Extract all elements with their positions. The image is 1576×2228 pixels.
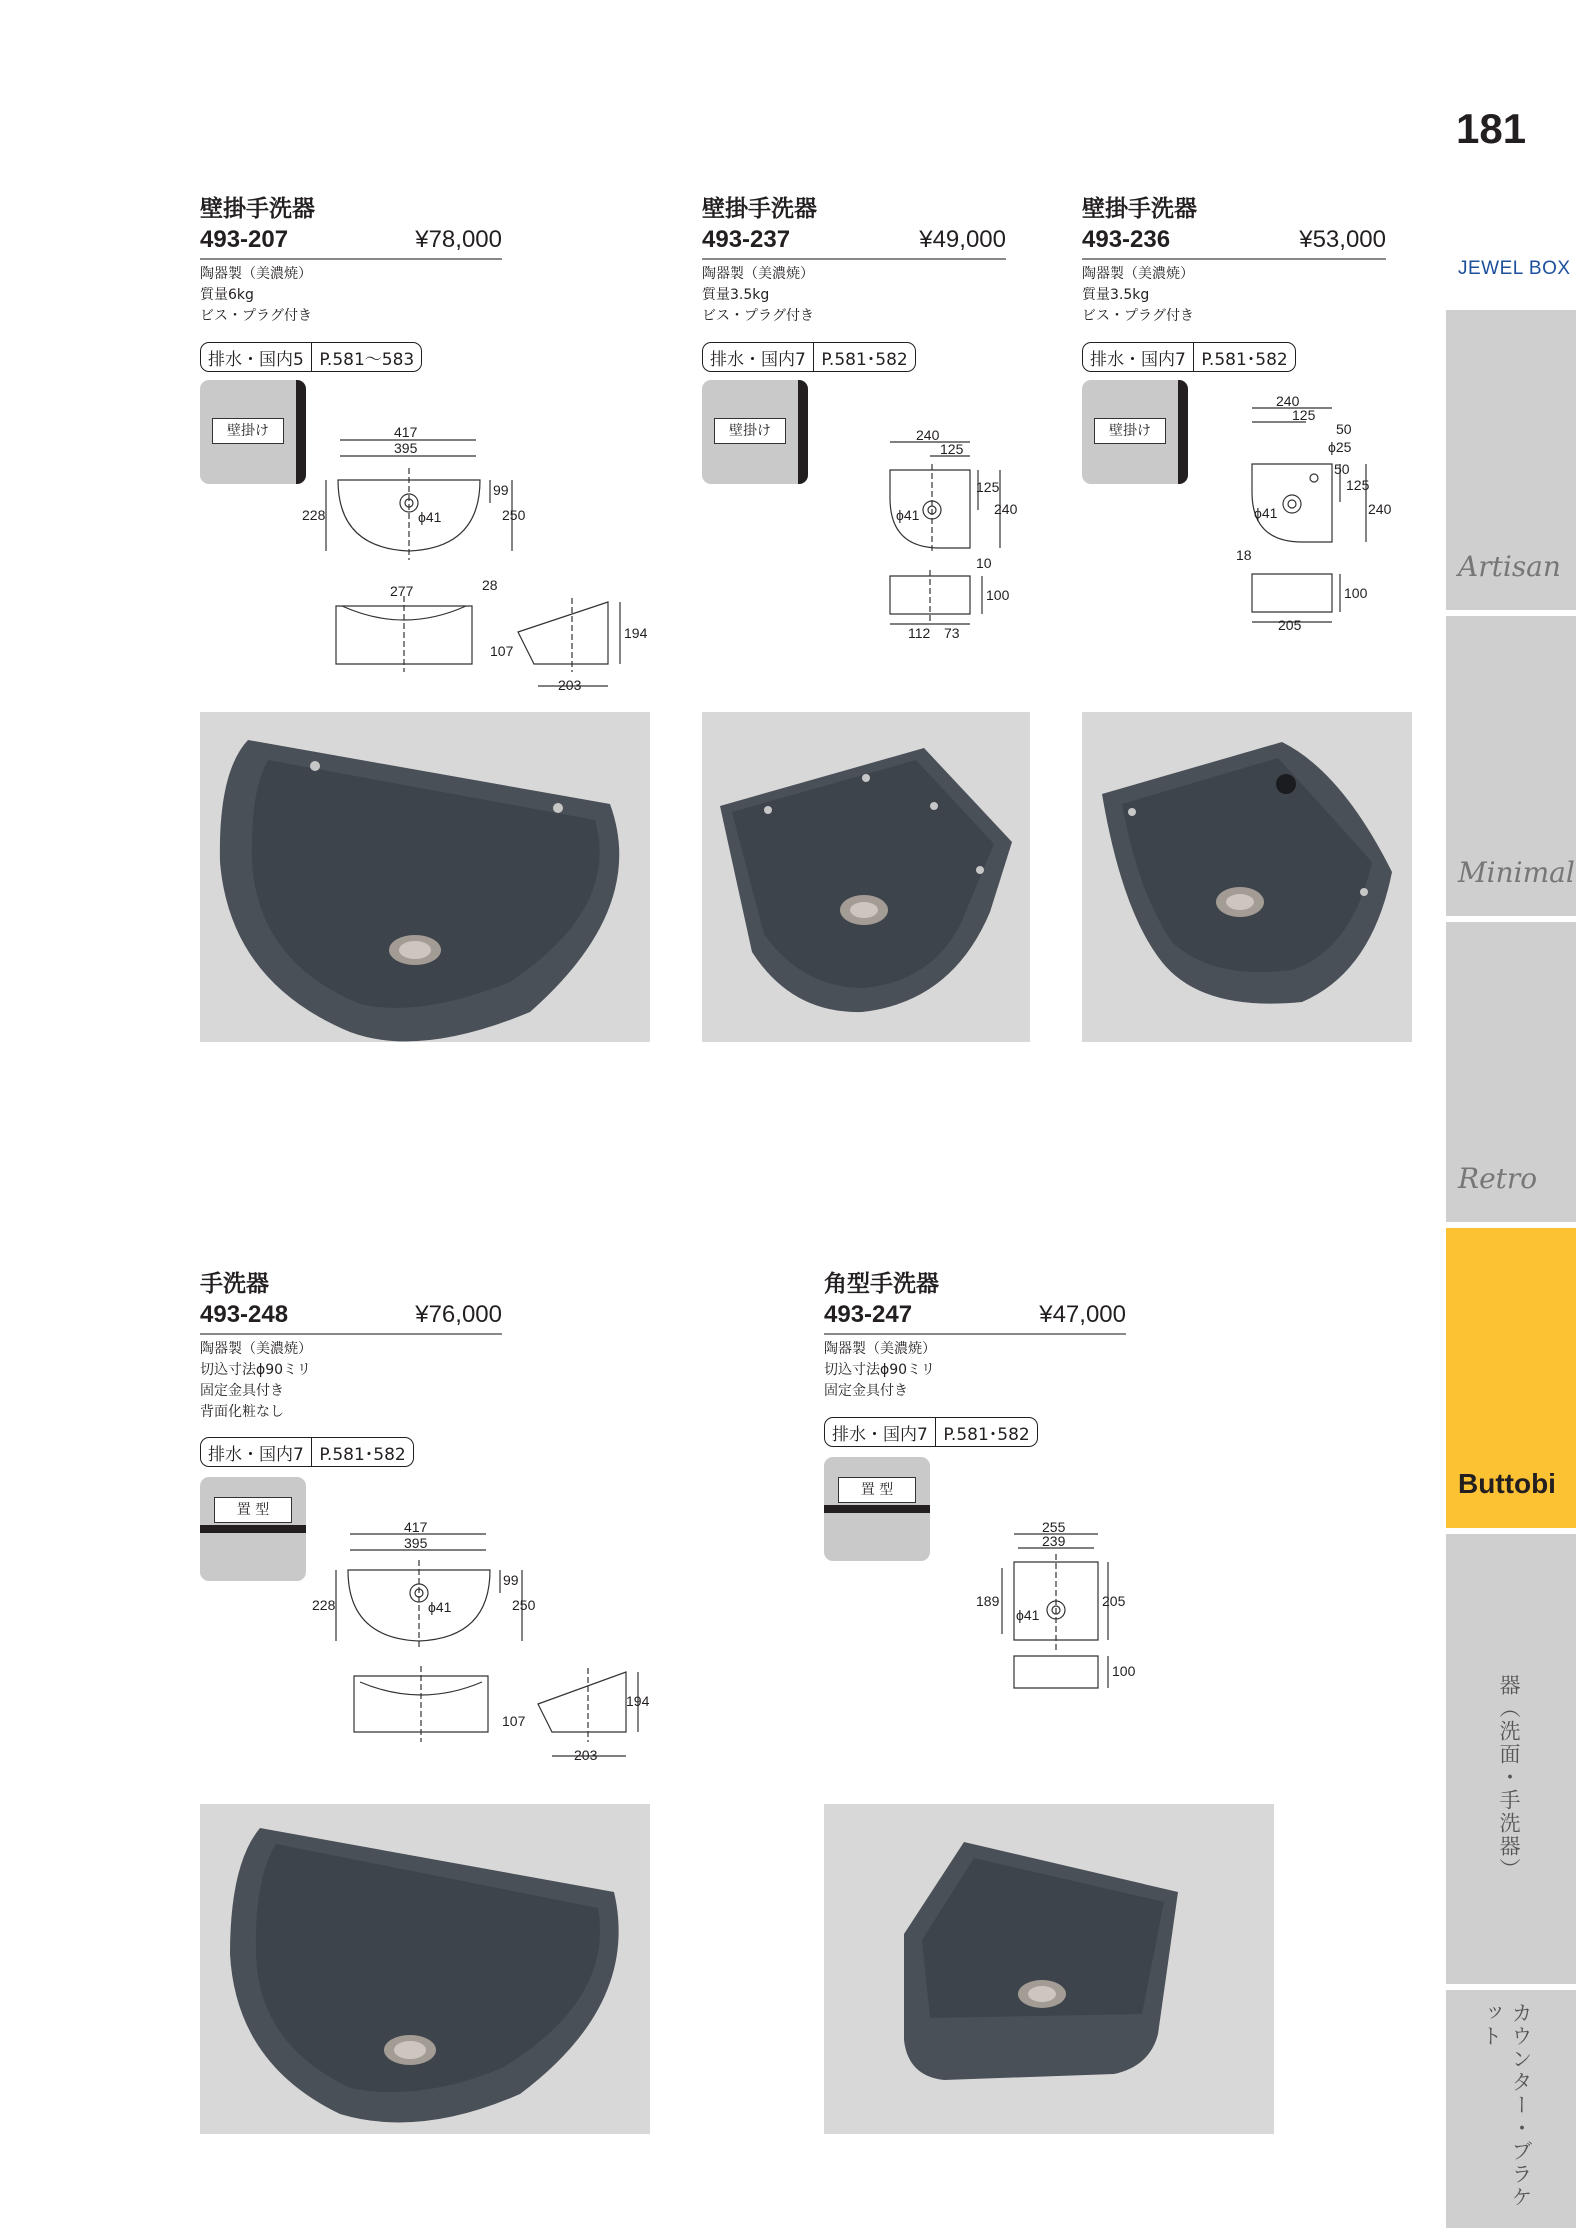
divider [702, 258, 1006, 260]
spec-weight: 質量3.5kg [702, 287, 770, 303]
product-code: 493-247 [824, 1301, 913, 1328]
spec-material: 陶器製（美濃焼） [1082, 266, 1194, 282]
product-price: ¥47,000 [1039, 1301, 1126, 1328]
drain-badge[interactable] [702, 342, 916, 372]
dim-phi41: ϕ41 [1254, 505, 1278, 521]
dim-250: 250 [512, 1597, 536, 1613]
dim-203: 203 [558, 677, 582, 693]
product-photo [200, 1804, 650, 2134]
product-photo [1082, 712, 1412, 1042]
dim-203: 203 [574, 1747, 598, 1763]
product-category: 壁掛手洗器 [702, 196, 817, 222]
dim-112: 112 [908, 625, 931, 641]
spec-accessory: ビス・プラグ付き [1082, 308, 1194, 324]
dim-50: 50 [1336, 421, 1352, 437]
dimension-drawing [290, 420, 660, 700]
tab-buttobi-label: Buttobi [1458, 1468, 1556, 1499]
dim-240b: 240 [994, 501, 1018, 517]
dim-125: 125 [940, 441, 964, 457]
wall-icon [1178, 380, 1188, 484]
tab-counter[interactable] [1446, 1990, 1576, 2228]
dim-99: 99 [503, 1572, 519, 1588]
mount-label: 壁掛け [212, 418, 284, 444]
dim-395: 395 [394, 440, 418, 456]
divider [200, 1333, 502, 1335]
dim-10: 10 [976, 555, 992, 571]
dim-417: 417 [404, 1520, 428, 1535]
drain-badge[interactable] [200, 342, 422, 372]
wall-icon [798, 380, 808, 484]
counter-icon [824, 1505, 930, 1513]
drain-page: P.581･582 [1201, 349, 1288, 370]
product-category: 角型手洗器 [824, 1271, 939, 1297]
dim-395: 395 [404, 1535, 428, 1551]
basin-image [824, 1804, 1274, 2134]
product-price: ¥53,000 [1299, 226, 1386, 253]
tab-retro[interactable] [1446, 922, 1576, 1222]
brand-label: JEWEL BOX [1458, 258, 1571, 279]
mount-label: 壁掛け [1094, 418, 1166, 444]
dim-255: 255 [1042, 1520, 1066, 1535]
product-price: ¥78,000 [415, 226, 502, 253]
dim-28: 28 [482, 577, 498, 593]
dim-125b: 125 [976, 479, 1000, 495]
tab-basins-label: 器（洗面・手洗器） [1497, 1674, 1521, 1881]
spec-accessory: ビス・プラグ付き [200, 308, 312, 324]
dim-250: 250 [502, 507, 526, 523]
product-photo [200, 712, 650, 1042]
dim-194: 194 [626, 1693, 650, 1709]
spec-back: 背面化粧なし [200, 1404, 284, 1420]
tab-minimal-label: Minimal [1458, 856, 1575, 889]
dimension-drawing [290, 1520, 660, 1770]
dim-99: 99 [493, 482, 509, 498]
basin-image [200, 712, 650, 1042]
mount-type-icon [824, 1457, 930, 1561]
tab-minimal[interactable] [1446, 616, 1576, 916]
dim-205: 205 [1102, 1593, 1126, 1609]
tab-artisan-label: Artisan [1458, 550, 1561, 583]
drain-type: 排水・国内5 [208, 349, 304, 370]
dimension-drawing [870, 430, 1030, 650]
dim-189: 189 [976, 1593, 1000, 1609]
dim-240: 240 [1276, 394, 1300, 409]
dim-phi41: ϕ41 [418, 509, 442, 525]
drain-badge[interactable] [1082, 342, 1296, 372]
basin-image [1082, 712, 1412, 1042]
dimension-drawing [1236, 394, 1406, 644]
drain-page: P.581･582 [821, 349, 908, 370]
drain-page: P.581･582 [319, 1444, 406, 1465]
dim-phi25: ϕ25 [1328, 439, 1352, 455]
divider [200, 258, 502, 260]
spec-fitting: 固定金具付き [200, 1383, 284, 1399]
dim-125b: 125 [1346, 477, 1370, 493]
dim-50b: 50 [1334, 461, 1350, 477]
basin-image [702, 712, 1030, 1042]
divider [1082, 258, 1386, 260]
product-price: ¥76,000 [415, 1301, 502, 1328]
dim-phi41: ϕ41 [1016, 1607, 1040, 1623]
dimension-drawing [974, 1520, 1154, 1700]
product-code: 493-236 [1082, 226, 1171, 253]
drain-page: P.581･582 [943, 1424, 1030, 1445]
dim-18: 18 [1236, 547, 1252, 563]
product-photo [702, 712, 1030, 1042]
tab-counter-label: カウンター・ブラケット [1479, 2002, 1533, 2209]
product-category: 壁掛手洗器 [1082, 196, 1197, 222]
dim-277: 277 [390, 583, 414, 599]
dim-100: 100 [986, 587, 1010, 603]
mount-type-icon [1082, 380, 1188, 484]
drain-type: 排水・国内7 [208, 1444, 304, 1465]
spec-weight: 質量6kg [200, 287, 254, 303]
dim-239: 239 [1042, 1533, 1066, 1549]
drain-page: P.581〜583 [319, 349, 415, 370]
dim-240: 240 [916, 430, 940, 443]
dim-100: 100 [1112, 1663, 1136, 1679]
mount-label: 壁掛け [714, 418, 786, 444]
tab-buttobi[interactable] [1446, 1228, 1576, 1528]
drain-badge[interactable] [200, 1437, 414, 1467]
drain-type: 排水・国内7 [1090, 349, 1186, 370]
product-code: 493-248 [200, 1301, 289, 1328]
product-category: 手洗器 [200, 1271, 269, 1297]
product-photo [824, 1804, 1274, 2134]
dim-73: 73 [944, 625, 960, 641]
tab-basins[interactable] [1446, 1534, 1576, 1984]
tab-retro-label: Retro [1458, 1162, 1538, 1195]
spec-material: 陶器製（美濃焼） [824, 1341, 936, 1357]
mount-label: 置 型 [214, 1497, 292, 1523]
dim-107: 107 [502, 1713, 526, 1729]
product-code: 493-237 [702, 226, 791, 253]
spec-material: 陶器製（美濃焼） [702, 266, 814, 282]
dim-phi41: ϕ41 [428, 1599, 452, 1615]
spec-cutout: 切込寸法ϕ90ミリ [824, 1362, 936, 1378]
spec-weight: 質量3.5kg [1082, 287, 1150, 303]
product-price: ¥49,000 [919, 226, 1006, 253]
spec-material: 陶器製（美濃焼） [200, 266, 312, 282]
dim-417: 417 [394, 424, 418, 440]
dim-phi41: ϕ41 [896, 507, 920, 523]
dim-107: 107 [490, 643, 514, 659]
dim-205: 205 [1278, 617, 1302, 633]
mount-type-icon [702, 380, 808, 484]
drain-type: 排水・国内7 [710, 349, 806, 370]
dim-240b: 240 [1368, 501, 1392, 517]
drain-badge[interactable] [824, 1417, 1038, 1447]
dim-228: 228 [312, 1597, 336, 1613]
drain-type: 排水・国内7 [832, 1424, 928, 1445]
tab-artisan[interactable] [1446, 310, 1576, 610]
basin-image [200, 1804, 650, 2134]
dim-125: 125 [1292, 407, 1316, 423]
dim-194: 194 [624, 625, 648, 641]
page-number: 181 [1456, 105, 1527, 152]
spec-material: 陶器製（美濃焼） [200, 1341, 312, 1357]
spec-accessory: ビス・プラグ付き [702, 308, 814, 324]
product-code: 493-207 [200, 226, 289, 253]
spec-fitting: 固定金具付き [824, 1383, 908, 1399]
dim-100: 100 [1344, 585, 1368, 601]
product-category: 壁掛手洗器 [200, 196, 315, 222]
dim-228: 228 [302, 507, 326, 523]
mount-label: 置 型 [838, 1477, 916, 1503]
spec-cutout: 切込寸法ϕ90ミリ [200, 1362, 312, 1378]
divider [824, 1333, 1126, 1335]
